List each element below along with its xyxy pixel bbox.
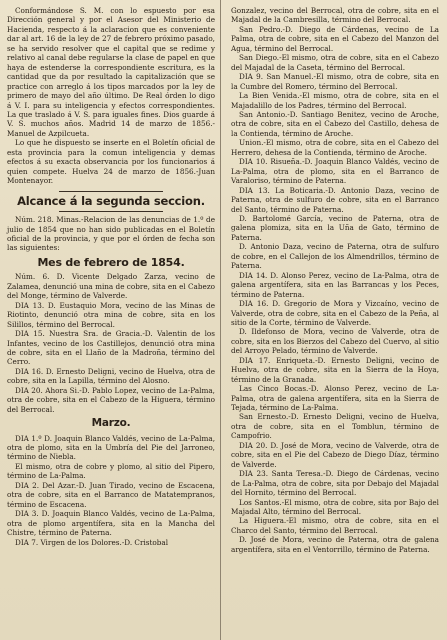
denuncia-entry: Union.-El mismo, otra de cobre, sita en el Cabezo del Herrero, dehesa de la Contienda, término de Aroche.	[231, 138, 439, 157]
denuncia-entry: DIA 7. Virgen de los Dolores.-D. Cristobal	[15, 537, 169, 547]
denuncia-entry: Los Santos.-El mismo, otra de cobre, sita por Bajo del Majadal Alto, término del Berrocal.	[231, 497, 439, 517]
denuncia-entry: La Bien Venida.-El mismo, otra de cobre, sita en el Majadalillo de los Padres, término del Berrocal.	[231, 91, 439, 110]
month-heading-march: Marzo.	[91, 417, 131, 430]
denuncia-entry: San Antonio.-D. Santiago Benitez, vecino de Aroche, otra de cobre, sita en el Cabezo del Castillo, dehesa de la Contienda, término de Aroche.	[231, 109, 439, 138]
column-rule	[220, 0, 221, 640]
denuncia-entry: DIA 23. Santa Teresa.-D. Diego de Cárdenas, vecino de La-Palma, otra de cobre, sita por Debajo del Majadal del Hornito, término del Berrocal.	[231, 469, 439, 498]
denuncia-entry: DIA 14. D. Alonso Perez, vecino de La-Palma, otra de galena argentífera, sita en las Barrancas y los Peces, término de Paterna.	[231, 270, 439, 299]
denuncia-entry: DIA 1.º D. Joaquin Blanco Valdés, vecino de La-Palma, otra de plomo, sita en la Umbría del Pie del Jarroneo, término de Niebla.	[7, 433, 215, 462]
denuncia-entry: DIA 20. Ahora Si.-D. Pablo Lopez, vecino de La-Palma, otra de cobre, sita en el Cabezo de la Higuera, término del Berrocal.	[7, 385, 215, 414]
denuncia-entry: Las Cinco Bocas.-D. Alonso Perez, vecino de La-Palma, otra de galena argentífera, sita en la Sierra de Tejada, término de La-Palma.	[231, 384, 439, 413]
denuncia-entry: El mismo, otra de cobre y plomo, al sitio del Pipero, término de La-Palma.	[7, 461, 215, 481]
section-title: Alcance á la segunda seccion.	[17, 193, 205, 208]
denuncia-entry: DIA 15. Nuestra Sra. de Gracia.-D. Valentin de los Infantes, vecino de los Castillejos, denunció otra mina de cobre, sita en el Llaño de la Madroña, término del Cerro.	[7, 329, 215, 367]
left-column	[7, 6, 215, 547]
denuncia-entry: D. Bartolomé García, vecino de Paterna, otra de galena plomiza, sita en la Uña de Gato, término de Paterna.	[231, 213, 439, 242]
denuncia-entry: D. Antonio Daza, vecino de Paterna, otra de sulfuro de cobre, en el Callejon de los Almendrillos, término de Paterna.	[231, 242, 439, 271]
intro-paragraph: Conformándose S. M. con lo espuesto por esa Dirección general y por el Asesor del Ministerio de Hacienda, respecto á la aclaracion que es conveniente dar al art. 16 de la ley de 27 de febrero próximo pasado, se ha servido resolver que el capital que se redime y relativo al canal debe regularse la clase de papel en que haya de estenderse la correspondiente escritura, es la cantidad que da por resultado la capitalización que se practice con arreglo á los tipos marcados por la ley de primero de mayo del año último. De Real órden lo digo á V. I. para su inteligencia y efectos correspondientes. La que traslado á V. S. para iguales fines. Dios guarde á V. S. muchos años. Madrid 14 de marzo de 1856.-Manuel de Azpilcueta.	[7, 6, 215, 138]
denuncia-entry: DIA 9. San Manuel.-El mismo, otra de cobre, sita en la Cumbre del Romero, término del Berrocal.	[231, 72, 439, 91]
denuncia-entry: DIA 17. Enriqueta.-D. Ernesto Deligni, vecino de Huelva, otra de cobre, sita en la Sierra de la Hoya, término de la Granada.	[231, 355, 439, 384]
denuncia-entry: San Diego.-El mismo, otra de cobre, sita en el Cabezo del Majadal de la Caseta, término del Berrocal.	[231, 53, 439, 72]
denuncia-entry: Núm. 6. D. Vicente Delgado Zarza, vecino de Zalamea, denunció una mina de cobre, sita en el Cabezo del Monge, término de Valverde.	[7, 272, 215, 301]
denuncia-entry: DIA 16. D. Gregorio de Mora y Vizcaíno, vecino de Valverde, otra de cobre, sita en el Cabezo de la Peña, al sitio de la Corte, término de Valverde.	[231, 299, 439, 327]
denuncia-entry: Gonzalez, vecino del Berrocal, otra de cobre, sita en el Majadal de la Cambresilla, término del Berrocal.	[231, 6, 439, 25]
month-heading-february: Mes de febrero de 1854.	[37, 255, 185, 269]
denuncia-entry: DIA 2. Del Azar.-D. Juan Tirado, vecino de Escacena, otra de cobre, sita en el Barranco de Matatempranos, término de Escacena.	[7, 480, 215, 509]
denuncia-entry: DIA 16. D. Ernesto Deligni, vecino de Huelva, otra de cobre, sita en la Lapilla, término del Alosno.	[7, 366, 215, 386]
denuncia-entry: DIA 13. La Boticaria.-D. Antonio Daza, vecino de Paterna, otra de sulfuro de cobre, sita en el Barranco del Santo, término de Paterna.	[231, 185, 439, 214]
denuncia-entry: DIA 3. D. Joaquin Blanco Valdés, vecino de La-Palma, otra de plomo argentífera, sita en la Mancha del Chistre, término de Paterna.	[7, 509, 215, 538]
section-divider	[59, 191, 163, 192]
notice-paragraph: Núm. 218. Minas.-Relacion de las denuncias de 1.º de julio de 1854 que no han sido publicadas en el Boletín oficial de la provincia, y que por el órden de fecha son las siguientes:	[7, 215, 215, 253]
denuncia-entry: DIA 13. D. Eustaquio Mora, vecino de las Minas de Riotinto, denunció otra mina de cobre, sita en los Silillos, término del Berrocal.	[7, 300, 215, 329]
denuncia-entry: San Ernesto.-D. Ernesto Deligni, vecino de Huelva, otra de cobre, sita en el Tomblun, término de Campofrio.	[231, 412, 439, 441]
denuncia-entry: DIA 20. D. José de Mora, vecino de Valverde, otra de cobre, sita en el Pie del Cabezo de Diego Díaz, término de Valverde.	[231, 440, 439, 469]
denuncia-entry: San Pedro.-D. Diego de Cárdenas, vecino de La Palma, otra de cobre, sita en el Cabezo del Manzon del Agua, término del Berrocal.	[231, 24, 439, 53]
denuncia-entry: DIA 10. Risueña.-D. Joaquin Blanco Valdés, vecino de La-Palma, otra de plomo, sita en el Barranco de Varaloriso, término de Paterna.	[231, 157, 439, 186]
intro-paragraph: Lo que he dispuesto se inserte en el Boletín oficial de esta provincia para la comun inteligencia y demas efectos á su exacta observancia por los funcionarios á quien compete. Huelva 24 de marzo de 1856.-Juan Montenayor.	[7, 138, 215, 186]
denuncia-entry: La Higuera.-El mismo, otra de cobre, sita en el Charco del Santo, término del Berrocal.	[231, 516, 439, 535]
section-divider	[59, 211, 163, 212]
right-column	[231, 6, 439, 554]
denuncia-entry: D. Ildefonso de Mora, vecino de Valverde, otra de cobre, sita en los Bierzos del Cabezo del Cuervo, al sitio del Arroyo Pelado, término de Valverde.	[231, 327, 439, 356]
denuncia-entry: D. José de Mora, vecino de Paterna, otra de galena argentífera, sita en el Ventorrillo, término de Paterna.	[231, 535, 439, 554]
